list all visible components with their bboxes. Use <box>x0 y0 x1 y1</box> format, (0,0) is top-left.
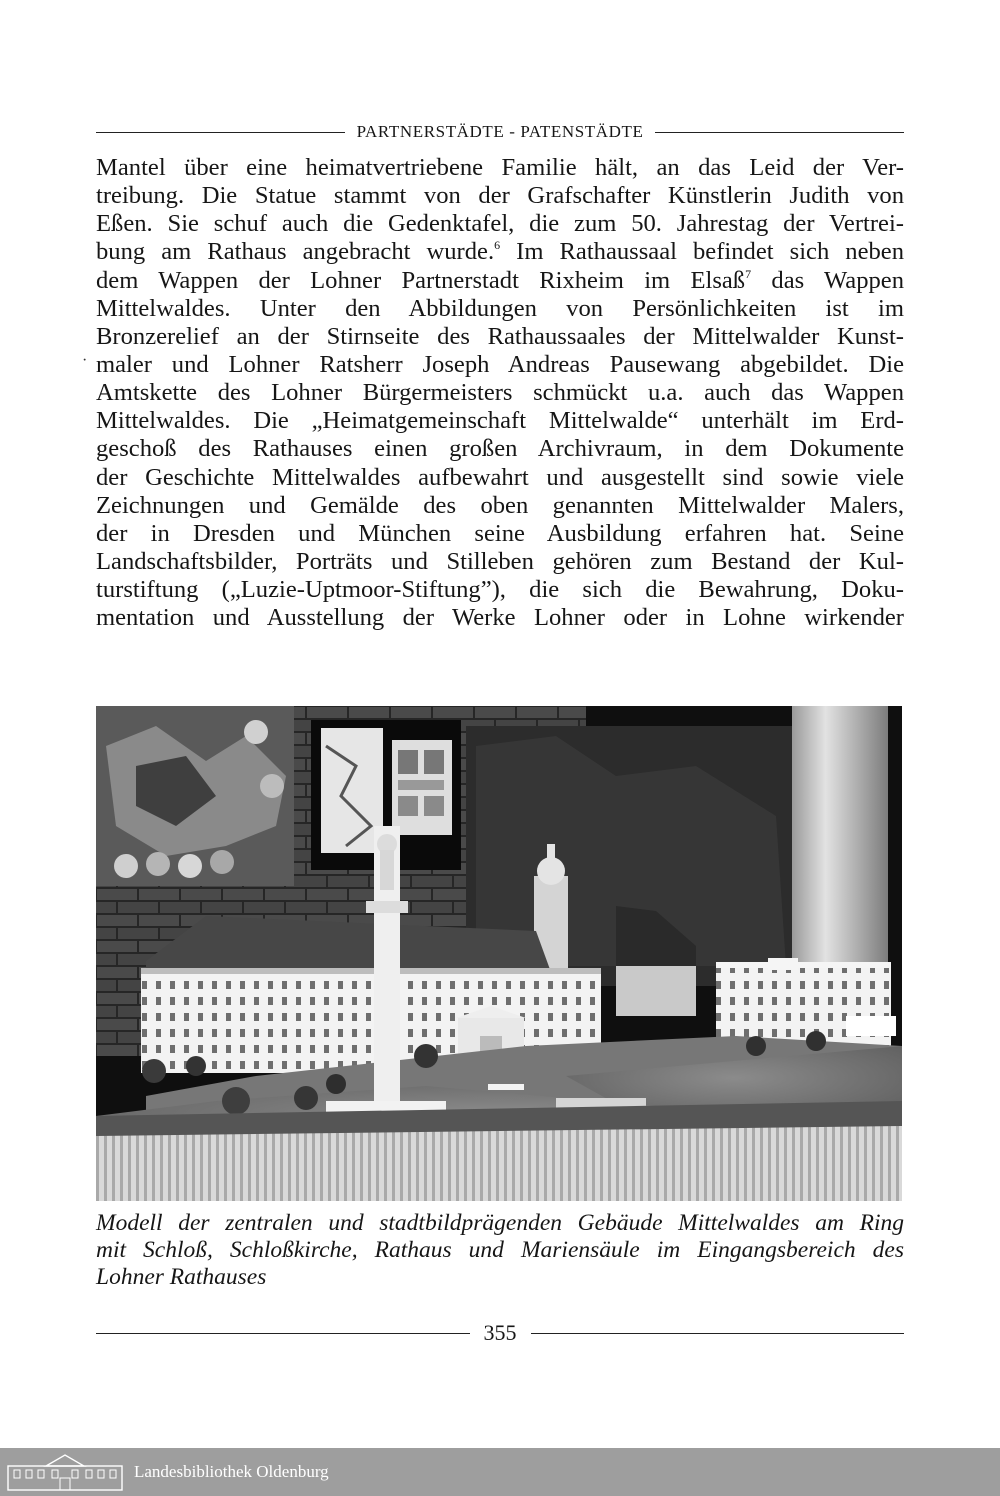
running-header <box>96 118 904 146</box>
margin-mark: · <box>82 352 88 369</box>
text-line: der in Dresden und München seine Ausbildung erfahren hat. Seine <box>96 519 904 547</box>
header-rule-right <box>655 132 904 133</box>
header-rule-left <box>96 132 345 133</box>
library-bar <box>0 1448 1000 1496</box>
caption-line: Lohner Rathauses <box>96 1264 267 1290</box>
wall-map <box>96 706 294 886</box>
footer-rule-right <box>531 1333 905 1334</box>
page-number: 355 <box>483 1320 517 1345</box>
footnote-marker: 6 <box>494 238 501 253</box>
footer-rule-left <box>96 1333 470 1334</box>
text-line: Mittelwaldes. Unter den Abbildungen von Persönlichkeiten ist im <box>96 294 904 322</box>
text-line <box>96 267 904 295</box>
text-line: Bronzerelief an der Stirnseite des Rathaussaales der Mittelwalder Kunst- <box>96 322 904 350</box>
caption-line: mit Schloß, Schloßkirche, Rathaus und Mariensäule im Eingangsbereich des <box>96 1237 904 1263</box>
figure-caption <box>96 1210 904 1291</box>
library-building-icon <box>6 1452 124 1492</box>
column <box>792 706 888 996</box>
text-line: Eßen. Sie schuf auch die Gedenktafel, die zum 50. Jahrestag der Vertrei- <box>96 210 904 238</box>
text-segment: bung am Rathaus angebracht wurde. <box>96 238 495 266</box>
text-line: turstiftung („Luzie-Uptmoor-Stiftung”), die sich die Bewahrung, Doku- <box>96 576 904 604</box>
body-text <box>96 154 904 632</box>
text-segment: dem Wappen der Lohner Partnerstadt Rixheim im Elsaß <box>96 266 746 294</box>
text-line: mentation und Ausstellung der Werke Lohner oder in Lohne wirkender <box>96 604 904 632</box>
text-line: der Geschichte Mittelwaldes aufbewahrt und ausgestellt sind sowie viele <box>96 463 904 491</box>
footnote-marker: 7 <box>745 266 752 281</box>
text-line: Zeichnungen und Gemälde des oben genannten Mittelwalder Malers, <box>96 491 904 519</box>
page-footer <box>96 1320 904 1346</box>
text-segment: Im Rathaussaal befindet sich neben <box>500 238 905 266</box>
text-line: Amtskette des Lohner Bürgermeisters schmückt u.a. auch das Wappen <box>96 379 904 407</box>
table-skirt <box>96 1126 902 1201</box>
text-segment: das Wappen <box>751 266 904 294</box>
text-line: treibung. Die Statue stammt von der Grafschafter Künstlerin Judith von <box>96 182 904 210</box>
caption-line: Modell der zentralen und stadtbildprägenden Gebäude Mittelwaldes am Ring <box>96 1210 904 1236</box>
text-line: geschoß des Rathauses einen großen Archivraum, in dem Dokumente <box>96 435 904 463</box>
text-line: maler und Lohner Ratsherr Joseph Andreas Pausewang abgebildet. Die <box>96 350 904 378</box>
text-line <box>96 238 904 266</box>
text-line: Landschaftsbilder, Porträts und Stilleben gehören zum Bestand der Kul- <box>96 547 904 575</box>
model-photo <box>96 706 902 1201</box>
text-line: Mantel über eine heimatvertriebene Familie hält, an das Leid der Ver- <box>96 154 904 181</box>
running-title: PARTNERSTÄDTE - PATENSTÄDTE <box>356 122 644 141</box>
library-name: Landesbibliothek Oldenburg <box>134 1462 329 1481</box>
text-line: Mittelwaldes. Die „Heimatgemeinschaft Mittelwalde“ unterhält im Erd- <box>96 407 904 435</box>
